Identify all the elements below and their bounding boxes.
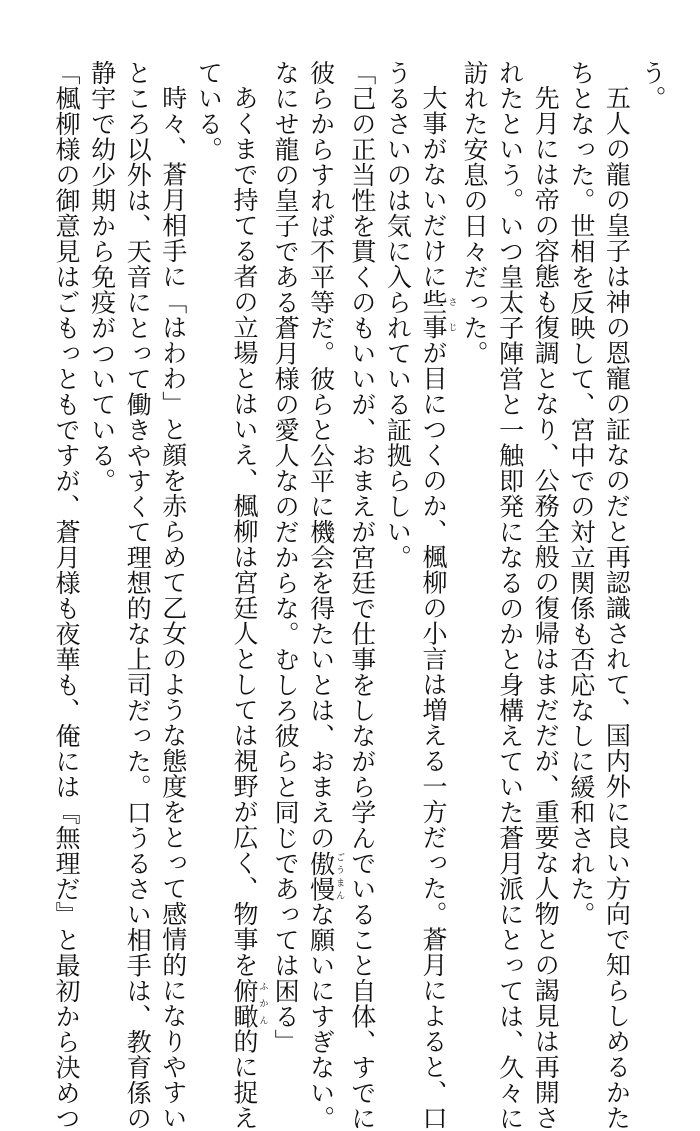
text-line: 大事がないだけに些事さじが目につくのか、楓柳の小言は増える一方だった。蒼月によると、口 bbox=[418, 85, 457, 1131]
dialogue-line: なにせ龍の皇子である蒼月様の愛人なのだからな。むしろ彼らと同じであっては困る」 bbox=[271, 60, 301, 1055]
text-line: う。 bbox=[638, 60, 667, 111]
dialogue-line: 「楓柳様の御意見はごもっともですが、蒼月様も夜華も、俺には『無理だ』と最初から決めつ bbox=[52, 60, 81, 1131]
dialogue-line: 「己の正当性を貫くのもいいが、おまえが宮廷で仕事をしながら学んでいること自体、すでに bbox=[347, 60, 377, 1131]
text-line: 訪れた安息の日々だった。 bbox=[460, 60, 490, 366]
text-line: 先月には帝の容態も復調となり、公務全般の復帰はまだだが、重要な人物との謁見は再開さ bbox=[531, 85, 561, 1131]
text-line: 五人の龍の皇子は神の恩寵の証なのだと再認識されて、国内外に良い方向で知らしめるかた bbox=[602, 85, 632, 1131]
text-line: ている。 bbox=[194, 60, 224, 162]
ruby-annotation: 傲慢ごうまん bbox=[306, 850, 345, 902]
text-line: 静宇で幼少期から免疫がついている。 bbox=[87, 60, 117, 494]
dialogue-line: 彼らからすれば不平等だ。彼らと公平に機会を得たいとは、おまえの傲慢ごうまんな願いにすぎない。 bbox=[306, 60, 345, 1131]
text-line: あくまで持てる者の立場とはいえ、楓柳は宮廷人としては視野が広く、物事を俯瞰ふかん的に捉え bbox=[229, 85, 268, 1131]
ruby-annotation: 俯瞰ふかん bbox=[229, 977, 268, 1029]
novel-page bbox=[30, 60, 670, 1131]
text-line: ちとなった。世相を反映して、宮中での対立関係も否応なしに緩和された。 bbox=[566, 60, 596, 927]
text-line: 時々、蒼月相手に「はわわ」と顔を赤らめて乙女のような態度をとって感情的になりやすい bbox=[158, 85, 188, 1131]
ruby-annotation: 些事さじ bbox=[418, 289, 457, 340]
text-line: ところ以外は、天音にとって働きやすくて理想的な上司だった。口うるさい相手は、教育係の bbox=[123, 60, 153, 1131]
text-line: れたという。いつ皇太子陣営と一触即発になるのかと身構えていた蒼月派にとっては、久々に bbox=[495, 60, 525, 1131]
text-line: うるさいのは気に入られている証拠らしい。 bbox=[383, 60, 413, 570]
